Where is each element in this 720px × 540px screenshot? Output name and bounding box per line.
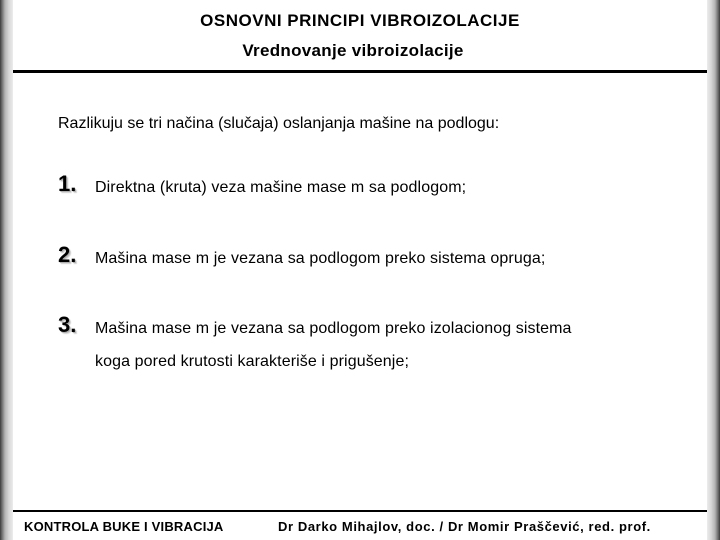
slide-title: OSNOVNI PRINCIPI VIBROIZOLACIJE [200, 11, 520, 30]
item-number-2: 2. [58, 242, 77, 267]
item-number-1: 1. [58, 171, 77, 196]
slide-frame-left [0, 0, 13, 540]
item-number-3: 3. [58, 312, 77, 337]
footer-authors: Dr Darko Mihajlov, doc. / Dr Momir Praščević, red. prof. [278, 519, 651, 534]
slide-frame-right [707, 0, 720, 540]
footer-course-name: KONTROLA BUKE I VIBRACIJA [24, 519, 224, 534]
item-text-2: Mašina mase m je vezana sa podlogom preko sistema opruga; [95, 250, 546, 267]
title-divider [13, 70, 707, 73]
slide-subtitle: Vrednovanje vibroizolacije [242, 41, 464, 60]
item-text-3-line-2: koga pored krutosti karakteriše i prigušenje; [95, 353, 409, 370]
footer-divider [13, 510, 707, 512]
item-text-1: Direktna (kruta) veza mašine mase m sa podlogom; [95, 179, 467, 196]
intro-text: Razlikuju se tri načina (slučaja) oslanjanja mašine na podlogu: [58, 115, 500, 132]
item-text-3-line-1: Mašina mase m je vezana sa podlogom preko izolacionog sistema [95, 320, 572, 337]
